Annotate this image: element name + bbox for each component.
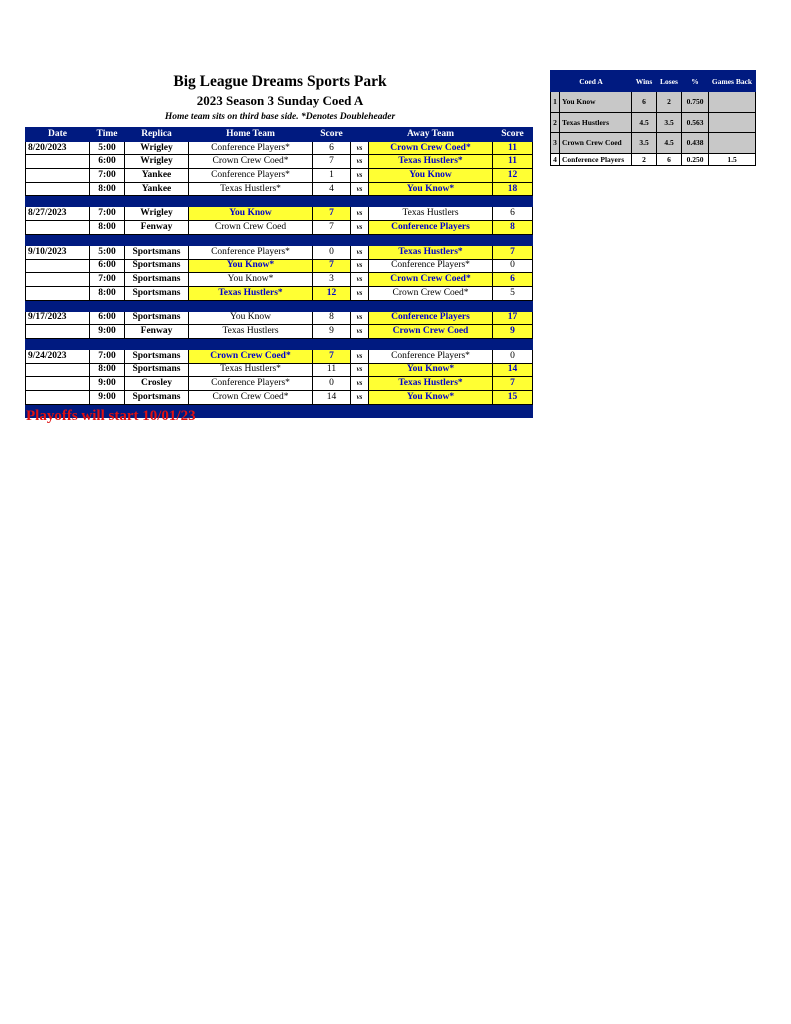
away-score: 12 <box>493 169 533 183</box>
standings-wins: 3.5 <box>632 133 657 154</box>
vs-label: vs <box>351 311 369 325</box>
standings-table <box>550 70 756 166</box>
standings-header-division: Coed A <box>551 71 632 92</box>
game-date <box>26 273 90 287</box>
vs-label: vs <box>351 273 369 287</box>
game-time: 5:00 <box>90 141 125 155</box>
away-score: 8 <box>493 221 533 235</box>
home-team: Texas Hustlers* <box>189 286 313 300</box>
away-score: 6 <box>493 207 533 221</box>
away-score: 11 <box>493 141 533 155</box>
game-row <box>26 311 533 325</box>
separator-bar <box>26 300 533 311</box>
week-separator <box>26 234 533 245</box>
home-score: 0 <box>313 377 351 391</box>
away-team: Conference Players <box>369 221 493 235</box>
away-score: 14 <box>493 363 533 377</box>
game-row <box>26 182 533 196</box>
game-time: 8:00 <box>90 286 125 300</box>
home-team: Conference Players* <box>189 377 313 391</box>
home-score: 1 <box>313 169 351 183</box>
separator-bar <box>26 234 533 245</box>
game-field: Fenway <box>125 221 189 235</box>
home-score: 0 <box>313 245 351 259</box>
vs-label: vs <box>351 245 369 259</box>
home-score: 14 <box>313 391 351 405</box>
standings-pct: 0.563 <box>682 112 709 133</box>
game-field: Sportsmans <box>125 391 189 405</box>
vs-label: vs <box>351 221 369 235</box>
home-team: Crown Crew Coed* <box>189 391 313 405</box>
vs-label: vs <box>351 141 369 155</box>
game-field: Sportsmans <box>125 286 189 300</box>
away-team: Crown Crew Coed <box>369 325 493 339</box>
home-score: 7 <box>313 207 351 221</box>
game-time: 7:00 <box>90 349 125 363</box>
game-time: 9:00 <box>90 325 125 339</box>
schedule-table <box>25 127 533 418</box>
standings-team: Crown Crew Coed <box>560 133 632 154</box>
game-field: Sportsmans <box>125 349 189 363</box>
away-team: Conference Players* <box>369 349 493 363</box>
game-date: 9/24/2023 <box>26 349 90 363</box>
away-team: Crown Crew Coed* <box>369 286 493 300</box>
game-field: Sportsmans <box>125 259 189 273</box>
home-team: Conference Players* <box>189 169 313 183</box>
game-date <box>26 325 90 339</box>
standings-header-wins: Wins <box>632 71 657 92</box>
standings-row <box>551 133 756 154</box>
standings-team: Conference Players <box>560 153 632 165</box>
away-team: You Know* <box>369 182 493 196</box>
game-date: 8/20/2023 <box>26 141 90 155</box>
vs-label: vs <box>351 377 369 391</box>
home-score: 3 <box>313 273 351 287</box>
away-team: Texas Hustlers <box>369 207 493 221</box>
home-team: You Know* <box>189 259 313 273</box>
col-header-time: Time <box>90 128 125 142</box>
standings-games-back: 1.5 <box>709 153 756 165</box>
game-time: 5:00 <box>90 245 125 259</box>
standings-wins: 2 <box>632 153 657 165</box>
game-time: 9:00 <box>90 377 125 391</box>
game-time: 7:00 <box>90 273 125 287</box>
standings-loses: 4.5 <box>657 133 682 154</box>
game-row <box>26 259 533 273</box>
away-score: 7 <box>493 377 533 391</box>
away-team: Crown Crew Coed* <box>369 141 493 155</box>
standings-wins: 4.5 <box>632 112 657 133</box>
vs-label: vs <box>351 182 369 196</box>
game-field: Yankee <box>125 169 189 183</box>
standings-team: Texas Hustlers <box>560 112 632 133</box>
game-date <box>26 391 90 405</box>
game-time: 7:00 <box>90 169 125 183</box>
col-header-away-score: Score <box>493 128 533 142</box>
home-team: Crown Crew Coed* <box>189 349 313 363</box>
game-time: 8:00 <box>90 363 125 377</box>
game-field: Sportsmans <box>125 311 189 325</box>
week-separator <box>26 338 533 349</box>
home-team: Crown Crew Coed* <box>189 155 313 169</box>
standings-loses: 2 <box>657 92 682 113</box>
vs-label: vs <box>351 391 369 405</box>
standings-header-pct: % <box>682 71 709 92</box>
home-score: 7 <box>313 155 351 169</box>
game-date <box>26 155 90 169</box>
standings-pct: 0.750 <box>682 92 709 113</box>
standings-row <box>551 112 756 133</box>
game-date <box>26 169 90 183</box>
home-team: Crown Crew Coed <box>189 221 313 235</box>
away-team: You Know <box>369 169 493 183</box>
away-team: Conference Players <box>369 311 493 325</box>
home-team: Texas Hustlers <box>189 325 313 339</box>
game-row <box>26 141 533 155</box>
game-date: 9/10/2023 <box>26 245 90 259</box>
game-date: 9/17/2023 <box>26 311 90 325</box>
game-field: Yankee <box>125 182 189 196</box>
standings-body <box>551 92 756 166</box>
separator-bar <box>26 196 533 207</box>
home-score: 4 <box>313 182 351 196</box>
game-field: Sportsmans <box>125 273 189 287</box>
game-date <box>26 182 90 196</box>
home-team: Conference Players* <box>189 245 313 259</box>
game-field: Fenway <box>125 325 189 339</box>
standings-row <box>551 153 756 165</box>
page-note: Home team sits on third base side. *Denotes Doubleheader <box>164 112 396 122</box>
standings-rank: 4 <box>551 153 560 165</box>
game-date <box>26 363 90 377</box>
standings-pct: 0.250 <box>682 153 709 165</box>
home-score: 7 <box>313 349 351 363</box>
col-header-replica: Replica <box>125 128 189 142</box>
vs-label: vs <box>351 349 369 363</box>
away-score: 9 <box>493 325 533 339</box>
home-score: 12 <box>313 286 351 300</box>
standings-header-games-back: Games Back <box>709 71 756 92</box>
vs-label: vs <box>351 363 369 377</box>
playoffs-notice: Playoffs will start 10/01/23 <box>26 408 196 424</box>
standings-games-back <box>709 112 756 133</box>
game-field: Wrigley <box>125 141 189 155</box>
game-field: Sportsmans <box>125 363 189 377</box>
vs-label: vs <box>351 207 369 221</box>
col-header-home-score: Score <box>313 128 351 142</box>
col-header-away-team: Away Team <box>369 128 493 142</box>
home-score: 6 <box>313 141 351 155</box>
game-row <box>26 377 533 391</box>
game-time: 6:00 <box>90 311 125 325</box>
col-header-vs <box>351 128 369 142</box>
standings-pct: 0.438 <box>682 133 709 154</box>
home-score: 8 <box>313 311 351 325</box>
standings-games-back <box>709 92 756 113</box>
game-time: 9:00 <box>90 391 125 405</box>
away-team: Crown Crew Coed* <box>369 273 493 287</box>
away-score: 11 <box>493 155 533 169</box>
game-time: 8:00 <box>90 221 125 235</box>
standings-header-loses: Loses <box>657 71 682 92</box>
home-team: You Know* <box>189 273 313 287</box>
game-row <box>26 363 533 377</box>
week-separator <box>26 300 533 311</box>
away-score: 18 <box>493 182 533 196</box>
vs-label: vs <box>351 259 369 273</box>
away-score: 7 <box>493 245 533 259</box>
game-row <box>26 169 533 183</box>
away-score: 5 <box>493 286 533 300</box>
home-score: 7 <box>313 259 351 273</box>
standings-header-row <box>551 71 756 92</box>
away-team: Texas Hustlers* <box>369 377 493 391</box>
game-time: 6:00 <box>90 155 125 169</box>
separator-bar <box>26 338 533 349</box>
home-score: 11 <box>313 363 351 377</box>
col-header-date: Date <box>26 128 90 142</box>
standings-rank: 3 <box>551 133 560 154</box>
home-team: Texas Hustlers* <box>189 363 313 377</box>
vs-label: vs <box>351 169 369 183</box>
standings-loses: 6 <box>657 153 682 165</box>
game-date <box>26 377 90 391</box>
game-row <box>26 273 533 287</box>
standings-rank: 1 <box>551 92 560 113</box>
schedule-body <box>26 141 533 417</box>
away-team: You Know* <box>369 391 493 405</box>
away-score: 15 <box>493 391 533 405</box>
schedule-header-row <box>26 128 533 142</box>
standings-loses: 3.5 <box>657 112 682 133</box>
game-row <box>26 245 533 259</box>
vs-label: vs <box>351 325 369 339</box>
col-header-home-team: Home Team <box>189 128 313 142</box>
game-date <box>26 221 90 235</box>
game-row <box>26 155 533 169</box>
standings-wins: 6 <box>632 92 657 113</box>
home-score: 9 <box>313 325 351 339</box>
game-field: Wrigley <box>125 207 189 221</box>
home-team: Texas Hustlers* <box>189 182 313 196</box>
vs-label: vs <box>351 155 369 169</box>
game-row <box>26 286 533 300</box>
game-row <box>26 207 533 221</box>
game-time: 8:00 <box>90 182 125 196</box>
game-field: Sportsmans <box>125 245 189 259</box>
home-team: You Know <box>189 311 313 325</box>
away-team: Texas Hustlers* <box>369 155 493 169</box>
game-date <box>26 259 90 273</box>
home-team: You Know <box>189 207 313 221</box>
game-row <box>26 325 533 339</box>
week-separator <box>26 196 533 207</box>
home-team: Conference Players* <box>189 141 313 155</box>
game-date <box>26 286 90 300</box>
page-subtitle: 2023 Season 3 Sunday Coed A <box>196 93 364 108</box>
game-row <box>26 221 533 235</box>
standings-rank: 2 <box>551 112 560 133</box>
standings-team: You Know <box>560 92 632 113</box>
game-field: Crosley <box>125 377 189 391</box>
away-score: 0 <box>493 259 533 273</box>
vs-label: vs <box>351 286 369 300</box>
away-score: 0 <box>493 349 533 363</box>
game-time: 7:00 <box>90 207 125 221</box>
game-field: Wrigley <box>125 155 189 169</box>
standings-games-back <box>709 133 756 154</box>
away-score: 17 <box>493 311 533 325</box>
game-time: 6:00 <box>90 259 125 273</box>
page-title: Big League Dreams Sports Park <box>173 73 387 90</box>
game-row <box>26 391 533 405</box>
away-score: 6 <box>493 273 533 287</box>
away-team: You Know* <box>369 363 493 377</box>
away-team: Texas Hustlers* <box>369 245 493 259</box>
home-score: 7 <box>313 221 351 235</box>
standings-row <box>551 92 756 113</box>
away-team: Conference Players* <box>369 259 493 273</box>
game-row <box>26 349 533 363</box>
game-date: 8/27/2023 <box>26 207 90 221</box>
